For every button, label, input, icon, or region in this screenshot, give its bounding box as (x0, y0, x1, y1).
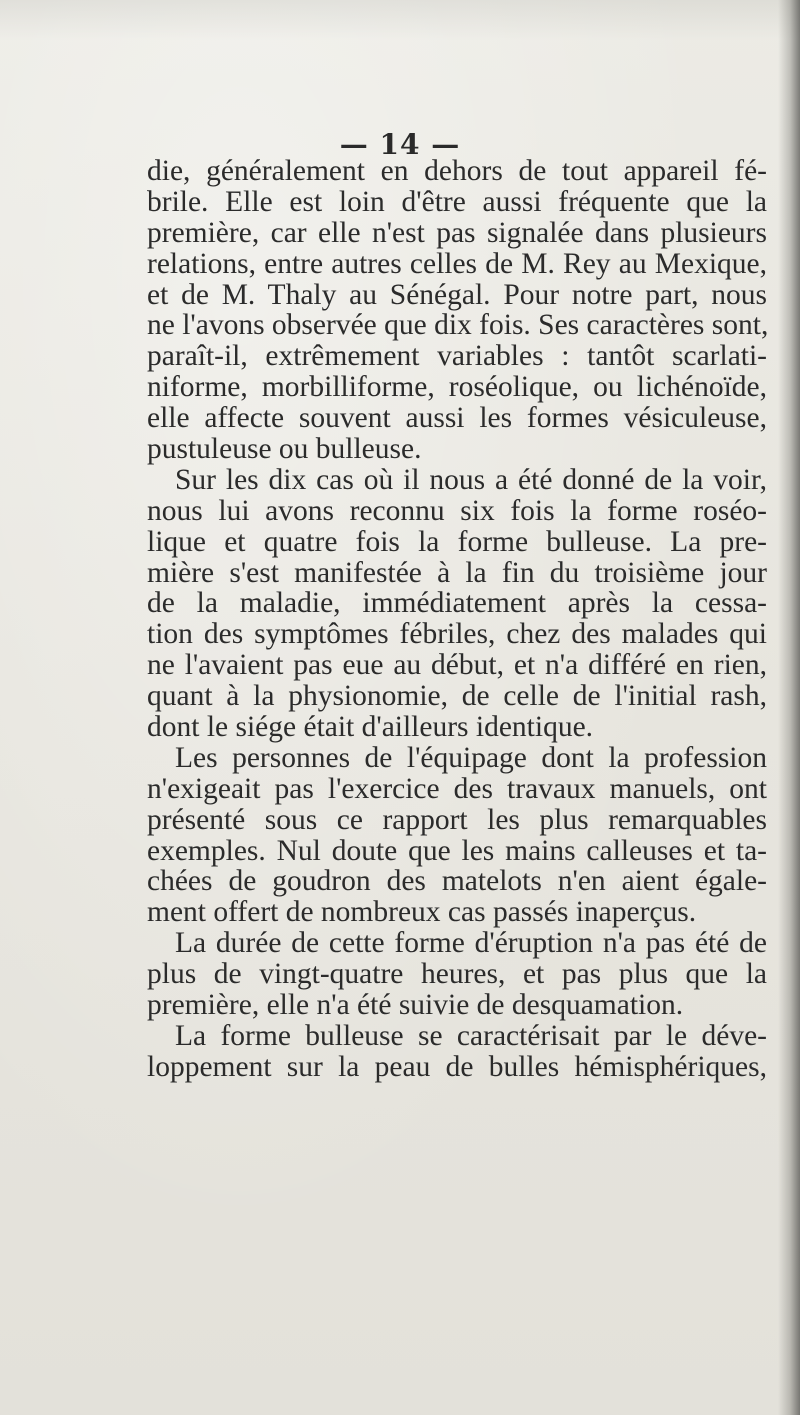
text-line: niforme, morbilliforme, roséolique, ou lichénoïde, (147, 371, 767, 404)
page-binding-shadow (778, 0, 800, 1415)
text-line: ne l'avons observée que dix fois. Ses caractères sont, (147, 309, 769, 342)
text-line: première, elle n'a été suivie de desquamation. (147, 989, 684, 1022)
text-line: tion des symptômes fébriles, chez des malades qui (147, 618, 767, 651)
text-line: die, généralement en dehors de tout appareil fé- (147, 155, 767, 187)
text-line: de la maladie, immédiatement après la cessa- (147, 587, 767, 620)
text-line: n'exigeait pas l'exercice des travaux manuels, ont (147, 772, 767, 805)
text-line: La durée de cette forme d'éruption n'a pas été de (175, 927, 767, 960)
text-line: lique et quatre fois la forme bulleuse. La pre- (147, 525, 767, 558)
text-line: mière s'est manifestée à la fin du troisième jour (147, 556, 767, 589)
paragraph (147, 928, 767, 1021)
text-line: elle affecte souvent aussi les formes vésiculeuse, (147, 402, 767, 435)
body-text (147, 156, 767, 1083)
paragraph (147, 1021, 767, 1083)
paragraph (147, 465, 767, 743)
text-line: Sur les dix cas où il nous a été donné de la voir, (175, 463, 767, 496)
text-line: pustuleuse ou bulleuse. (147, 433, 422, 466)
text-line: Les personnes de l'équipage dont la profession (175, 741, 767, 774)
text-line: première, car elle n'est pas signalée dans plusieurs (147, 216, 767, 249)
text-line: brile. Elle est loin d'être aussi fréquente que la (147, 185, 767, 218)
text-line: paraît-il, extrêmement variables : tantôt scarlati- (147, 340, 767, 373)
text-line: ment offert de nombreux cas passés inaperçus. (147, 896, 697, 929)
text-line: La forme bulleuse se caractérisait par le déve- (175, 1019, 767, 1052)
paragraph (147, 743, 767, 928)
text-line: ne l'avaient pas eue au début, et n'a différé en rien, (147, 649, 767, 682)
paragraph (147, 156, 767, 465)
text-line: relations, entre autres celles de M. Rey au Mexique, (147, 247, 767, 280)
text-line: exemples. Nul doute que les mains calleuses et ta- (147, 834, 767, 867)
text-line: présenté sous ce rapport les plus remarquables (147, 803, 767, 836)
text-line: nous lui avons reconnu six fois la forme roséo- (147, 494, 767, 527)
text-line: et de M. Thaly au Sénégal. Pour notre part, nous (147, 278, 767, 311)
page-number-header: — 14 — (339, 128, 461, 161)
text-line: loppement sur la peau de bulles hémisphériques, (147, 1050, 767, 1083)
text-line: quant à la physionomie, de celle de l'initial rash, (147, 680, 767, 713)
text-line: dont le siége était d'ailleurs identique. (147, 711, 594, 744)
text-line: plus de vingt-quatre heures, et pas plus que la (147, 958, 767, 991)
text-line: chées de goudron des matelots n'en aient égale- (147, 865, 767, 898)
page-top-shadow (0, 0, 800, 40)
